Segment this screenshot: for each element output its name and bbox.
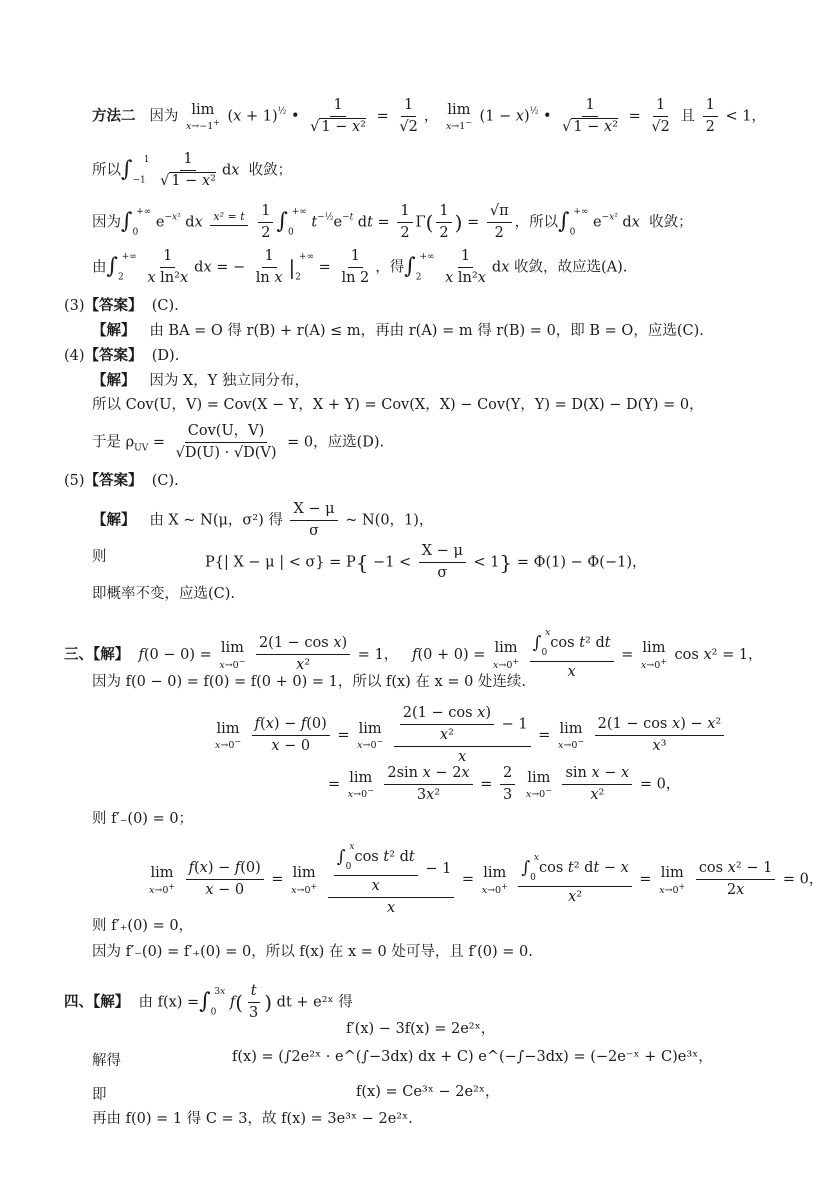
sec3-right-derivative: lim x→0+ $\frac{f(x) - f(0)}{x - 0}$ = lim x→0+ $\frac{\int_0^x\cos t^2 dt}{x}$ − 1 x = lim x→0+ $\frac{\int_0^x\cos t^2 dt - x}{\text{x²}}$ = lim x→0+ $\frac{\text{cos x² − 1}}{2x}$ = 0，	[149, 842, 823, 916]
sec3-left-derivative-1: lim x→0− $\frac{f(x) - f(0)}{x - 0}$ = lim x→0− $\frac{\text{2(1 − cos x)}}{\text{x²}}$ − 1 x = lim x→0− $\frac{\text{2(1 − cos x) − x²}}{\text{x³}}$	[212, 704, 727, 767]
q5-solution-line: 【解】 由 X ~ N(μ，σ²) 得 $\frac{X - \mu}{\sigma}$ ~ N(0，1)，	[92, 501, 434, 539]
method2-heading: 方法二	[92, 107, 136, 125]
q4-rho-line: 于是 $\rho_{UV}$ = $\frac{\text{Cov(U，V)}}{√D(U) \cdot √D(V)}$ = 0，应选(D).	[92, 423, 385, 461]
sec3-final: 因为 f′₋(0) = f′₊(0) = 0，所以 f(x) 在 x = 0 处可导，且 f′(0) = 0.	[92, 944, 533, 960]
sec4-final: 再由 f(0) = 1 得 C = 3，故 f(x) = 3e³ˣ − 2e²ˣ.	[92, 1111, 413, 1127]
q5-then-label: 则	[92, 549, 107, 565]
q5-probability-eq: P{| X − μ | < σ} = P{ −1 < $\frac{X - \mu}{\sigma}$ < 1} = Φ(1) − Φ(−1)，	[205, 543, 647, 581]
q5-conclusion: 即概率不变，应选(C).	[92, 586, 236, 602]
q4-answer-line: (4)【答案】 (D).	[64, 347, 180, 364]
sec3-left-derivative-2: = lim x→0− $\frac{\text{2sin x − 2x}}{\text{3x²}}$ = $\frac{2}{3}$ lim x→0− $\frac{\text{sin x − x}}{\text{x²}}$ = 0，	[328, 765, 681, 803]
sec3-continuity: 因为 f(0 − 0) = f(0) = f(0 + 0) = 1，所以 f(x) 在 x = 0 处连续.	[92, 674, 527, 690]
sec3-fplus: 则 f′₊(0) = 0，	[92, 918, 194, 934]
sec4-intro: 四、【解】 由 $f(x) =\int_0^{3x}$ f( $\frac{t}{3}$ ) dt + e²ˣ 得	[64, 983, 353, 1021]
sec4-ode: f′(x) − 3f(x) = 2e²ˣ，	[346, 1021, 496, 1037]
sec3-limits-line: 三、【解】 f(0 − 0) = lim x→0− $\frac{\text{2(1 − cos x)}}{\text{x²}}$ = 1， f(0 + 0) = lim x→0+ $\frac{\int_0^x\cos t^2 dt}{x}$ = lim x→0+ cos x² = 1，	[64, 628, 763, 680]
method2-line2: 所以$\int_{-1}^1$ $\frac{1}{\text{√ 1 − x²}}$ dx 收敛；	[92, 151, 293, 189]
sec3-fminus: 则 f′₋(0) = 0；	[92, 811, 194, 827]
q4-solution-line: 【解】 因为 X，Y 独立同分布，	[92, 372, 309, 389]
sec4-ie-eq: f(x) = Ce³ˣ − 2e²ˣ，	[356, 1084, 500, 1100]
sec4-solve-label: 解得	[92, 1053, 121, 1069]
q4-cov-line: 所以 Cov(U，V) = Cov(X − Y，X + Y) = Cov(X，X) − Cov(Y，Y) = D(X) − D(Y) = 0，	[92, 397, 704, 413]
method2-line1: 方法二 因为 lim x→−1+ $(x + 1)^{\frac{1}{2}}$ • $\frac{1}{\text{√ 1 − x²}}$ = $\frac{1}{√2}$ ， lim x→1− $(1 - x)^{\frac{1}{2}}$ • $\frac{1}{\text{√ 1 − x²}}$ = $\frac{1}{√2}$ 且 $\frac{1}{2}$ < 1，	[92, 97, 766, 135]
q3-solution-line: 【解】 由 BA = O 得 r(B) + r(A) ≤ m，再由 r(A) = m 得 r(B) = 0，即 B = O，应选(C).	[92, 322, 704, 339]
q3-answer-line: (3)【答案】 (C).	[64, 297, 179, 314]
q5-answer-line: (5)【答案】 (C).	[64, 472, 179, 489]
sec4-solve-eq: f(x) = (∫2e²ˣ · e^(∫−3dx) dx + C) e^(−∫−3dx) = (−2e⁻ˣ + C)e³ˣ，	[232, 1049, 713, 1065]
sec4-ie-label: 即	[92, 1087, 107, 1103]
method2-line4: 由$\int_2^{+\infty}$ $\frac{1}{\text{x ln²x}}$ dx = − $\frac{1}{\text{ln x}}$ $|_2^{+\infty}$ = $\frac{1}{\ln 2}$ ，得$\int_2^{+\infty}$ $\frac{1}{\text{x ln²x}}$ dx 收敛，故应选(A).	[92, 248, 628, 286]
method2-line3: 因为$\int_0^{+\infty}$ $e^{-x^2}$ dx x² = t $\frac{1}{2}$ $\int_0^{+\infty}$ $t^{-\frac{1}{2}}e^{-t}$ dt = $\frac{1}{2}$ Γ( $\frac{1}{2}$ ) = $\frac{√\pi}{2}$ ，所以$\int_0^{+\infty}$ $e^{-x^2}$ dx 收敛；	[92, 203, 693, 241]
